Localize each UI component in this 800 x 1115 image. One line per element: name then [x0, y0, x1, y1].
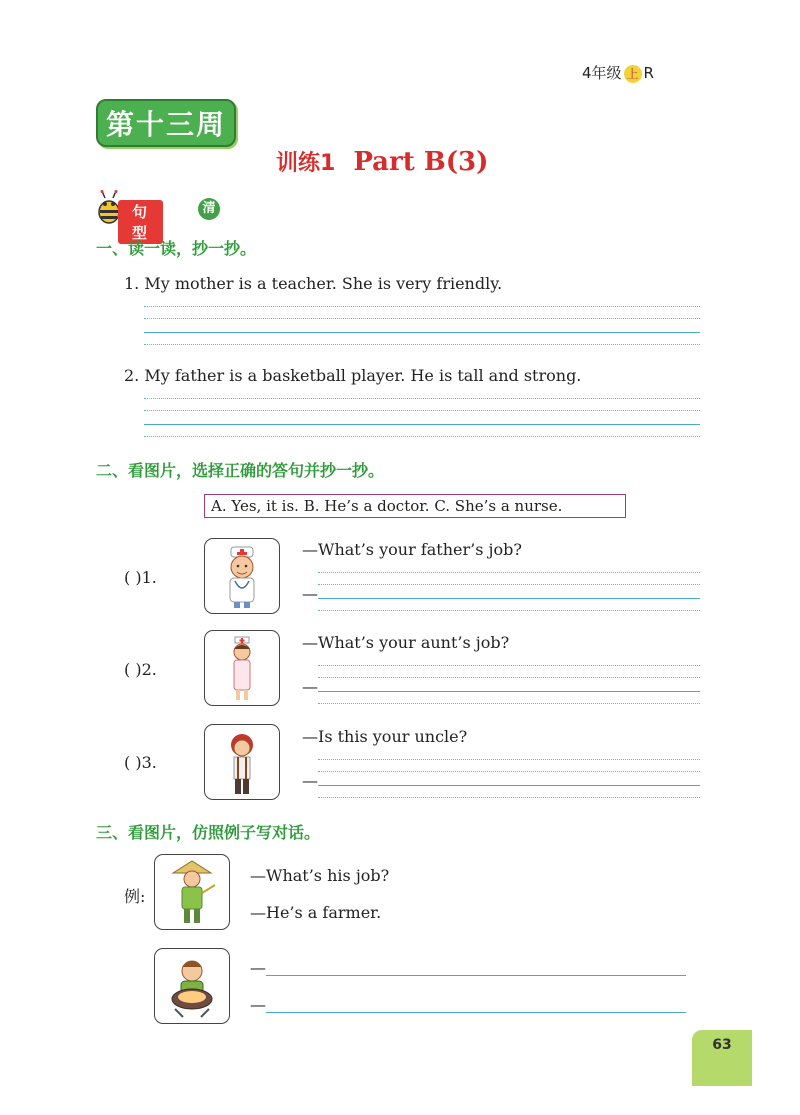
example-answer: —He’s a farmer. [250, 903, 382, 922]
grade-up-badge: 上 [624, 65, 642, 83]
example-label: 例: [124, 887, 146, 906]
picture-doctor [204, 538, 280, 614]
uncle-icon [205, 725, 279, 799]
farmer-icon [155, 855, 229, 929]
page-number: 63 [692, 1030, 752, 1086]
cook-icon [155, 949, 229, 1023]
question-1: —What’s your father’s job? [302, 540, 522, 559]
answer-blank-1[interactable]: ( )1. [124, 568, 157, 587]
section3-heading: 三、看图片，仿照例子写对话。 [96, 823, 321, 842]
writing-lines-q1[interactable] [318, 572, 700, 612]
nurse-icon [205, 631, 279, 705]
answer-blank-2[interactable]: ( )2. [124, 660, 157, 679]
answer-blank-3[interactable]: ( )3. [124, 753, 157, 772]
grade-suffix: R [643, 64, 654, 82]
section1-item-2: 2. My father is a basketball player. He is tall and strong. [124, 366, 582, 385]
answer-options-box: A. Yes, it is. B. He’s a doctor. C. She’s a nurse. [204, 494, 626, 518]
writing-lines-1[interactable] [144, 306, 700, 346]
doctor-icon [205, 539, 279, 613]
writing-lines-q3[interactable] [318, 759, 700, 799]
blank-dash-1: — [250, 958, 266, 977]
blank-dash-2: — [250, 995, 266, 1014]
answer-line-1[interactable] [266, 975, 686, 976]
writing-lines-2[interactable] [144, 398, 700, 438]
picture-cook [154, 948, 230, 1024]
dash-2: — [302, 677, 318, 696]
grade-label [582, 62, 654, 83]
section1-heading: 一、读一读，抄一抄。 [96, 239, 257, 258]
badge-qing: 清 [198, 198, 220, 220]
picture-nurse [204, 630, 280, 706]
section1-item-1: 1. My mother is a teacher. She is very friendly. [124, 274, 503, 293]
dash-3: — [302, 771, 318, 790]
dash-1: — [302, 584, 318, 603]
badge-label: 句型 [118, 200, 163, 244]
lesson-title [276, 146, 488, 177]
writing-lines-q2[interactable] [318, 665, 700, 705]
picture-farmer [154, 854, 230, 930]
answer-line-2[interactable] [266, 1012, 686, 1013]
question-3: —Is this your uncle? [302, 727, 468, 746]
lesson-title-cn: 训练1 [276, 151, 336, 176]
question-2: —What’s your aunt’s job? [302, 633, 510, 652]
lesson-title-en: Part B(3) [353, 147, 489, 177]
picture-uncle [204, 724, 280, 800]
section2-heading: 二、看图片，选择正确的答句并抄一抄。 [96, 461, 385, 480]
week-title: 第十三周 [96, 99, 236, 147]
example-question: —What’s his job? [250, 866, 390, 885]
grade-prefix: 4年级 [582, 64, 622, 82]
